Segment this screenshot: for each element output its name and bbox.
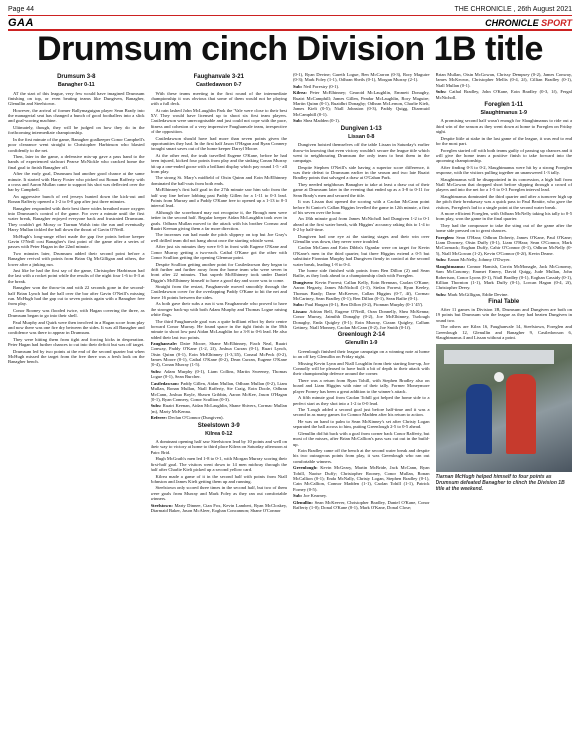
paragraph: Although the scoreboard may not recognise it, the Brough men were better in the second half. Regular keeper Aidan McLaughlin took over in goals. Odhran Mullan moved to the attack with his brother Cormac and Ruairi Keenan giving them a far more direction.: [150, 209, 287, 231]
issue-date: THE CHRONICLE , 26th August 2021: [454, 5, 572, 13]
team-label: Foreglen:: [435, 234, 455, 240]
team-text: Adrian Bell, Eugene O'Neill, Oran Donnelly, Shea McKenna; Conor Murray, Jaimihh Donaghy (0-2), Joe McElhinney, Turlough Donaghy, Enda Quigley (0-1); Eoin Murray, Ciaran Quigley, Callum Gettney, Niall Monney, Caolan McCann (0-2), Joe Smith (0-1f).: [293, 309, 430, 331]
paragraph: At the other end, the truth travelled Eugene O'Kane, before he had been injured, kicked four points from play and the sinking Conan Murray hit up a one-ended goose with a brilliant display which pay round 1-5 - all from play.: [150, 152, 287, 174]
paragraph: Dungiven had one eye at the starting stages and their win over Glenullin was down, they never were troubled.: [293, 233, 430, 244]
paragraph: Then, later in the game, a defensive mix-up gave a pass hand to the hands of experienced stalwart Pearse McNickle who cracked home the final goal to finish Banagher off.: [8, 154, 145, 170]
team-text: Kevin McGeary, Martin McBride, Jack McCann, Ryan Tohill, Naoise Duffy; Christopher Rooney, Conor Mullan, Ronan McCallion (0-1); Enda McNally, Christy Logan, Stephen Bradley (0-1), Cain McCallion, Connor Madden (1-1), Caolan Tohill (1-1), Patrick Forney (0-5).: [293, 465, 430, 492]
team-label: Sub:: [293, 118, 303, 124]
team-text: Marty Dinnee, Cian Fox, Kevin Lambert, Ryan McCloskey, Diarmaid Baker, Jason McAleer, Eoghan Concannon; Shane O'Connor: [150, 502, 287, 513]
team-label: Glenullin:: [293, 499, 313, 505]
team-label: Steelstown:: [150, 502, 173, 508]
paragraph: Drumsum led by two points at the end of the second quarter but when McHugh missed the target from the free there was a fresh look on the Banagher bench.: [8, 348, 145, 365]
team-label: Sub:: [293, 83, 303, 89]
team-label: Subs:: [435, 291, 447, 297]
column-2: [151, 72, 288, 732]
team-line: Brian Mullan, Oisin McGowan, Chrissy Dempsey (0-2), James Conway, James McKeown, Christopher Mellis (0-4, 2f), Cillian Bradley (0-1), Niall Mullan (0-1).: [435, 72, 572, 88]
paragraph: Missing Kevin Lynn and Niall Loughlin from their starting line-up, Joe Connolly will be pleased to have built a bit of depth to their attack with their championship defence around the corner.: [293, 360, 430, 377]
team-text: Kevin Forrest; Callan Kelly, Eoin Brennan, Caolan O'Kane; Aaron Hegarty, James McNicholl (1-1), Stefan Forrest; Ryan Keeley, Thomas Brady; Dane McKeever, Callan Higgins (0-7, 4f), Cormac McCartney, Sean Bradley (0-1); Ben Dillon (0-1), Sean Bailie (0-1).: [293, 279, 430, 301]
paragraph: They were hitting them from tight and forcing kicks in desperation. Peter Hagan had further chances to cut into their deficit but was off target.: [8, 336, 145, 348]
paragraph: McHugh's long-range effort made the gap five points before keeper Gavin O'Neill cost Banagher's first point of the game after a series of passes with Peter Hagan in the 22nd minute.: [8, 233, 145, 250]
paragraph: A fifth minute goal from Caolan Tohill got helped the home side to a perfect start as they shot into a 1-2 to 0-0 lead.: [293, 395, 430, 406]
paragraph: Glenullin did hit back with a goal from corner back Conor Rafferty, but most of the misses, after Brian McCallion's pass was cut out in the build-up.: [293, 430, 430, 447]
paragraph: An aggressive bunch of red jerseys hunted down the kick-out and Ronan Rafferty opened a 1-2 to 0-0 gap after just three minutes.: [8, 193, 145, 205]
team-line: [436, 292, 573, 297]
match-heading: Foreglen 1-11: [484, 101, 524, 108]
paragraph: AT the start of this league, very few would have imagined Drumsum finishing on top, or even beating teams like Dungiven, Banagher, Glenullin and Steelstown.: [8, 90, 145, 107]
team-label: Subs:: [293, 302, 304, 308]
team-line: [293, 118, 430, 123]
team-text: Declan O'Connor (Dungiven).: [168, 415, 224, 421]
team-line: [151, 415, 288, 420]
team-line: [293, 302, 430, 307]
paragraph: Banagher won the throw-in and with 22 seconds gone in the second-half Brian Lynch had the ball over the bar after Gavin O'Neill's missing run. McHugh had the gap cut to seven points again with a Banagher free from play.: [8, 285, 145, 307]
team-text: Ruairi Keenan, Aidan McLaughlin, Shane Shivers, Cormac Mullan (m), Marty McKenna.: [150, 403, 287, 414]
team-text: Joe Kearney.: [303, 493, 328, 499]
team-line: [436, 257, 573, 262]
paragraph: Eoin Bradley came off the bench at the second water break and despite his two outrageous points from play, it was Greenlough who ran out comfortable winners.: [293, 448, 430, 464]
paragraph: After the early goal, Drumsum had another good chance at the same minute. It started with Harry Foster who picked out Ronan Rafferty with a cross and Aaron Mullan came to support his shot was deflected over the bar by Campbell.: [8, 171, 145, 193]
paragraph: He was on hand to palm to Sean McKinney's set after Christy Logan separated the ball across to him, putting Greenlough 2-5 to 0-5 ahead.: [293, 418, 430, 430]
match-subheading: Lissan 0-8: [348, 133, 375, 140]
paragraph: Foreglen started off with both teams guilty of passing up chances and it will give the home team a positive finish to take forward into the upcoming championship.: [435, 147, 572, 164]
team-line: [293, 493, 430, 498]
paragraph: After 11 games in Division 1B, Drumsum and Dungiven are both on 19 points but Drumsum win the league as they had beaten Dungiven in round two.: [435, 307, 572, 323]
team-label: Subs:: [150, 368, 162, 374]
paragraph: A dominant opening half saw Steelstown lead by 10 points and well on their way to victory at home to third place Kilrea on Saturday afternoon at Pairc Brid.: [150, 439, 287, 455]
paragraph: At rain lashed John McLaughlin Park the 'Vale were close to their best XV. They would have licensed up to shoot six first team players. Castledawson were unrecognisable and just could not cope with the pace, fitness and cohesion of a very impressive Faughanvale team, irrespective of the opposition.: [150, 107, 287, 135]
paragraph: Dungiven hoisted themselves off the table Lissan in Saturday's earlier throw-in knowing that even victory wouldn't secure the league title which went to neighbouring Drumsum the only team to beat them in the campaign.: [293, 142, 430, 164]
team-label: Kilrea:: [293, 90, 307, 96]
column-3: [293, 72, 430, 732]
match-heading: Greenlough 2-14: [337, 332, 385, 339]
team-line: (0-1), Ryan Devine; Gareth Logue, Ben McCarron (0-3), Rory Maguire (0-3); Mark Foley (1-1), Odhran Sheils (0-1), Morgan Murray (2-1).: [293, 72, 430, 83]
paragraph: Slaughtmanus will be disappointed in its concession, a high ball from Niall McGowan that dropped short before slipping through a crowd of players and into the net for a 1-5 to 0-3 Foreglen interval lead.: [435, 176, 572, 193]
paragraph: Straight from the restart, Faughanvale moved smoothly through the Castledawson cover for the overlapping Paddy O'Kane to hit the net and leave 16 points between the sides.: [150, 284, 287, 300]
column-4: [436, 72, 573, 732]
team-line: [293, 465, 430, 492]
paragraph: After just six minutes they were 6-5 in front with Eugene O'Kane and Conor Murray getting a two-each. Cathal O'Kane got the other with Conor Scullion getting the opening Glenmar point.: [150, 244, 287, 260]
team-text: Paul Hargan (0-1), Ben Dillon (0-2), Fionnan Murphy (0-1 '45').: [305, 302, 424, 308]
headline: Drumsum cinch Division 1B title: [37, 30, 543, 68]
team-text: Cathal Bradley, John O'Kane, Eoin Bradley (0-3, 1f), Fergal McNicholl.: [435, 89, 572, 100]
photo-pl1: [466, 384, 492, 454]
paragraph: There was a return from Ryan Tohill, with Stephen Bradley also on board and Liam Higgins with nine of their tally. Former Moneymore player Forney has been a great addition to the winner's attack.: [293, 377, 430, 394]
paragraph: However, the arrival of former Ballymaguigan player Sean Brady into the managerial seat has changed a bunch of good footballers into a slick and goal-scoring machine.: [8, 107, 145, 124]
team-line: [293, 500, 430, 511]
page-header: [8, 4, 572, 14]
paragraph: After finding 0-3 to 0-2, Slaughtmanus were hit by a strong Foreglen response, with the visitors pulling together an unanswered 1-3 tally.: [435, 164, 572, 176]
photo-ball: [494, 372, 504, 382]
match-heading: Steelstown 3-9: [197, 422, 240, 429]
paragraph: Castledawson should have had more than seven points given the opportunities they had. In the first half Jason O'Hagan and Ryan Connery brought smart saves out of the home keeper Darryl Moore.: [150, 135, 287, 152]
team-text: Paddy Gillen, Aidan Mullan, Odhran Mullan (0-2), Liam Mullan, Ronan Mullan, Niall Rafferty, Sie Craig, Eoin Doole, Odhran McCann, Joshua Boyle, Shawn Gribbin, Aaron McKee, Jason O'Hagan (0-1), Ryan Connery, Conor Scullion (0-3).: [150, 380, 287, 402]
final-table-heading: Final Table: [488, 299, 520, 306]
team-text: Adam Murphy (0-1), Liam Collins, Martin Sweeney, Thomas Logue (0-1), Sean Burcher.: [150, 368, 287, 380]
team-text: Sean McKeever, Christopher Bradley, Daniel O'Kane, Conor Rafferty (1-0); Donal O'Kane (0-1), Mark O'Kane, Donal Close;: [293, 499, 430, 511]
paragraph: Two minutes later, Drumsum added their second point before a Banagher revival with points from Brian Og McGilligan and others, the lower after a jinking run.: [8, 250, 145, 267]
team-text: Shea Madden (0-1).: [303, 118, 340, 124]
team-text: Connor Hamish, Corrin McMonagle, Jack McConomy, Sam McConomy; Emmet Emery, David Quigg, Jude Mullan, John Robertson, Conor Lyons (0-1), Niall Bradley (0-1), Eoghan Cassidy (0-1), Killian Thornton (1-1), Mark Duffy (0-1), Lorcan Hagan (0-4, 2f), Christopher Deery.: [435, 263, 572, 291]
match-heading-1a: Drumsum 3-8: [57, 74, 96, 80]
paragraph: It was Lissan that opened the scoring with a Caolan McCann point before St Canice's Callan Higgins levelled the game in 12th minute, a first of his seven over the hour.: [293, 199, 430, 215]
paragraph: Greenlough finished their league campaign on a winning note at home to an off key Glenullin on Friday night.: [293, 348, 430, 360]
page-number: Page 44: [8, 5, 35, 13]
paragraph: Slaughtmanus dominated the third quarter and after a turnover high up the pitch their breakaway was a quick pass to Paul Beattie, who gave the visitors, Foreglen's lad to a single point at the second water break.: [435, 193, 572, 210]
team-line: [151, 503, 288, 514]
paragraph: Ultimately, though, they will be judged on how they do in the forthcoming intermediate championship.: [8, 124, 145, 136]
team-text: Daire Moore, Shane McElhinney, Fiach Neal, Ruairi Conway, Paddy O'Kane (1-2, 2f), Joshua Curran (0-1), Ruari Lynch, Oisin Quinn (0-1), Eoin McElhinney (1-3,'45), Conaul McPeck (0-2), James Moore (0-1), Cathal O'Kane (0-2), Dean Curran, Eugene O'Kane (0-4), Conan Murray (1-5).: [150, 341, 287, 368]
team-line: [293, 309, 430, 330]
team-label: Lissan:: [293, 309, 308, 314]
photo-caption: Tiarnan McHugh helped himself to four points as Drumsum defeated Banagher to clinch the Division 1B title at the weekend.: [435, 474, 565, 493]
team-text: Sean O'Hara; Odhran Doherty, James O'Kane, Paul O'Kane; Liam Downey, Oisin Duffy (0-1), Liam O'Hara; Sean O'Connor, Mark McCormack; Eoghan Duffy, Cahir O'Connor (0-1), Odhran McNelly (0-5), Niall McGowan (1-2), Kevin O'Connor (0-2f), Kevin Deane.: [435, 234, 572, 256]
paragraph: Just like he had the first say of the game, Christopher Harbinson had the last with a rocket point while the results of the night four 1-6 to 0-3 at the break.: [8, 268, 145, 284]
section-label-chronicle-sport: CHRONICLE SPORT: [485, 17, 572, 28]
team-text: Eanan McNelly, Johnny O'Dwyer.: [447, 257, 511, 263]
team-line: [293, 280, 430, 301]
paragraph: The others are Kilea 16, Faughanvale 14, Steelstown, Foreglen and Greenlough 12, Glenullin and Banagher 9, Castledawson 6, Slaughtmanus 4 and Lissan without a point.: [435, 324, 572, 341]
paragraph: The 'Lough added a second goal just before half-time and it was a second in as many games for Connor Madden after his return to action.: [293, 407, 430, 418]
team-line: [151, 403, 288, 414]
team-line: [293, 84, 430, 89]
match-heading-2b: Castledawson 0-7: [195, 82, 242, 88]
match-photo: [436, 344, 573, 472]
team-label: Dungiven:: [293, 279, 314, 285]
team-text: Peter McElhinney; Gearoid McLaughlin, Emmett Donaghy, Ruairi McCamphill; James Gillen, Peadar McLaughlin, Rory Maguire; Martin Quinn (0-1), Ruaidhri Donaghy; Odhran McLernon, Charlie Kielt, James Kielt (0-5); Niall Johnston (0-3), Paddy Quigg, Diarmuid McCamphill (0-1).: [293, 90, 430, 117]
team-text: Mark McGilligan, Eddie Devine.: [447, 291, 509, 297]
paragraph: As both gave their subs a run it was Faughanvale who proved to have the stronger back-up with both Adam Murphy and Thomas Logue raising white flags.: [150, 301, 287, 317]
paragraph: In the first minute of the game, Banagher goalkeeper Conor Campbell's poor clearance went straight to Christopher Harbinson who blasted confidently to the net.: [8, 136, 145, 153]
paragraph: They had the composure to take the sting out of the game after the home side pressed on to great chances.: [435, 222, 572, 234]
paragraph: Paul Murphy and Quirk were then involved in a Hagan score from play and now there was one fire dry between the sides. It was all Banagher and confidence was there to appear in Drumsum.: [8, 319, 145, 336]
team-label: Referee:: [150, 415, 167, 421]
paragraph: Conor Rooney was flooded twice, with Hagan covering the three, as Drumsum began to go into their shell.: [8, 307, 145, 319]
paragraph: The increases run had made the pitch slippery on top but Joe Gray's well drilled team did not hang about once the starting whistle went.: [150, 232, 287, 243]
team-label: Faughanvale:: [150, 341, 178, 347]
team-line: [436, 264, 573, 291]
team-label: Subs:: [435, 89, 447, 95]
article-columns: [8, 72, 572, 732]
paragraph: Despite Stephen O'Neill's side having a superior score difference, it was their defeat to Drumsum earlier in the season and two late Ruairi Bradley points that salvaged a draw at O'Cahan Park.: [293, 164, 430, 181]
team-line: [151, 381, 288, 402]
match-subheading: Slaughtmanus 1-9: [480, 109, 527, 116]
match-subheading: Glenullin 1-9: [345, 340, 378, 347]
paragraph: Steelstown only scored three times in the second half, but two of them were goals from Murray and Mark Foley as they ran out comfortable winners.: [150, 485, 287, 502]
team-label: Subs:: [435, 257, 447, 263]
paragraph: An 18th minute goal from James McNicholl had Dungiven 1-2 to 0-1 ahead at the first water break, with Higgins' accuracy raking this to 1-4 to 0-2 by half-time.: [293, 216, 430, 233]
section-band: [8, 15, 572, 31]
paragraph: Banagher responded with their best three wides breathed more oxygen into Drumsum's control of the game. For over a minute until the first water break, Banagher enjoyed everyone back and frustrated Drumsum. They couldn't get Mossy or Tiarnan Walsh into the run and eventually Harry Mullan tickled the ball down the throat of Gavin O'Neill.: [8, 205, 145, 233]
team-label: Sub:: [293, 493, 303, 499]
paragraph: Despite little at stake in the last game of the league, it was end to end for the most part.: [435, 135, 572, 146]
paragraph: A promising second half wasn't enough for Slaughtmanus to ride out a third win of the season as they went down at home to Foreglen on Friday night.: [435, 118, 572, 135]
team-label: Slaughtmanus:: [435, 263, 466, 269]
match-heading: Dungiven 1-13: [340, 125, 382, 132]
paragraph: The home side finished with points from Ben Dillon (2) and Sean Bailie, as they look ahead to a championship clash with Foreglen.: [293, 268, 430, 279]
column-1: [8, 72, 145, 732]
paragraph: A more efficient Foreglen, with Odhran McNelly taking his tally to 0-5 from play, won the game in the final quarter.: [435, 211, 572, 222]
team-label: Castledawson:: [150, 380, 180, 386]
section-label-gaa: GAA: [8, 16, 34, 29]
paragraph: The strong St. Mary's midfield of Oisin Quinn and Eoin McElhinney dominated the ball-outs from both ends.: [150, 175, 287, 186]
photo-banner: [444, 350, 554, 364]
team-line: [436, 89, 573, 100]
paragraph: Despite Scullion getting another point for Castledawson they began to drift further and further away from the home team who were seven in front after 22 minutes. That superb McElhinney took under Daniel Diggin's McElhinney himself to have a good day and score was to come.: [150, 261, 287, 283]
match-heading-1b: Banagher 0-11: [57, 82, 95, 88]
paragraph: The third Faughanvale goal was a quite brilliant effort by their centre forward Conor Murray. He found space in the tight finish in the 58th minute to shoot low past Aidan McLaughlin for a 3-8 to 0-6 lead. He also added their last two points.: [150, 318, 287, 340]
paragraph: With these teams meeting in the first round of the intermediate championship it was obvious that some of them would not be playing with a full deck.: [150, 90, 287, 107]
team-label: Greenlough:: [293, 465, 318, 471]
team-label: Subs:: [150, 403, 162, 409]
team-line: [293, 90, 430, 117]
paragraph: Hugh McGrath's men led 1-8 to 0-1, with Morgan Murray scoring their first-half goal. The visitors went down to 14 men midway through the half after Charlie Kielt picked up a second yellow card.: [150, 456, 287, 473]
match-subheading: Kilrea 0-12: [205, 430, 233, 437]
photo-pl2: [506, 374, 536, 454]
paragraph: Caolan McCann and Eoin Dibbs's Oganlar were on target for Kevin O'Kane's men in the third quarter, but three Higgins extend a 0-5 but substitute Fionntan Murphy had Dungiven firmly in control at the second water break, leading 1-8 to 0-4.: [293, 245, 430, 267]
match-heading-2a: Faughanvale 3-21: [193, 74, 244, 80]
paragraph: They needed neighbours Banagher to take at least a draw out of their game at Drumsum later in the evening that ended up as a 3-8 to 0-11 for Sean Brady's men and secured the title.: [293, 181, 430, 198]
team-text: Neil Forestry (0-1).: [303, 83, 340, 89]
paragraph: Kilrea made a game of it in the second half with points from Niall Johnston and James Kielt getting them up and running.: [150, 473, 287, 484]
team-line: [151, 369, 288, 380]
team-line: [436, 235, 573, 256]
team-line: [151, 341, 288, 368]
paragraph: McElhinney's first half goal in the 27th minute saw him solo from the half way line before lobbing past Paddy Gillen for a 1-11 to 0-3 lead. Points from Murray and a Paddy O'Kane free to opened up a 1-13 to 0-3 interval lead.: [150, 187, 287, 209]
